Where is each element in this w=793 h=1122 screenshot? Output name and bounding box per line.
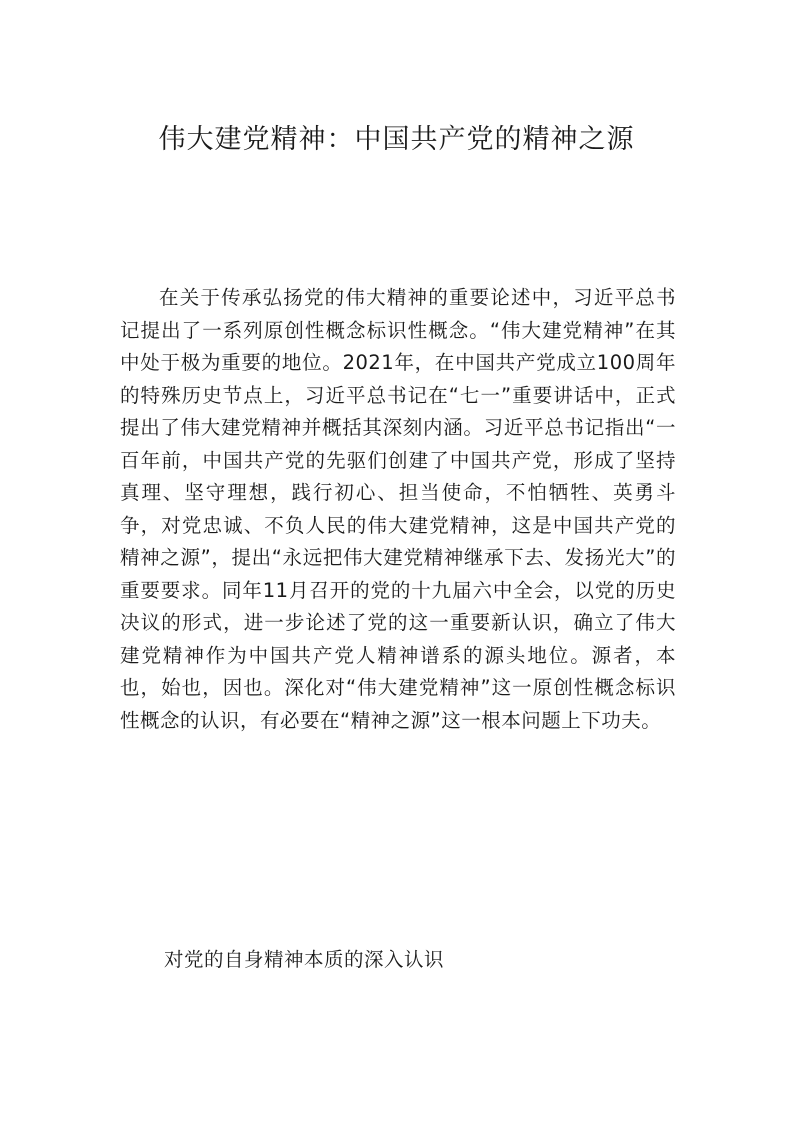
section-subheading: 对党的自身精神本质的深入认识 xyxy=(164,948,445,971)
body-paragraph: 在关于传承弘扬党的伟大精神的重要论述中，习近平总书记提出了一系列原创性概念标识性概念。“伟大建党精神”在其中处于极为重要的地位。2021年，在中国共产党成立100周年的特殊历史节点上，习近平总书记在“七一”重要讲话中，正式提出了伟大建党精神并概括其深刻内涵。习近平总书记指出“一百年前，中国共产党的先驱们创建了中国共产党，形成了坚持真理、坚守理想，践行初心、担当使命，不怕牺牲、英勇斗争，对党忠诚、不负人民的伟大建党精神，这是中国共产党的精神之源”，提出“永远把伟大建党精神继承下去、发扬光大”的重要要求。同年11月召开的党的十九届六中全会，以党的历史决议的形式，进一步论述了党的这一重要新认识，确立了伟大建党精神作为中国共产党人精神谱系的源头地位。源者，本也，始也，因也。深化对“伟大建党精神”这一原创性概念标识性概念的认识，有必要在“精神之源”这一根本问题上下功夫。 xyxy=(120,286,676,732)
document-title: 伟大建党精神：中国共产党的精神之源 xyxy=(158,124,635,155)
